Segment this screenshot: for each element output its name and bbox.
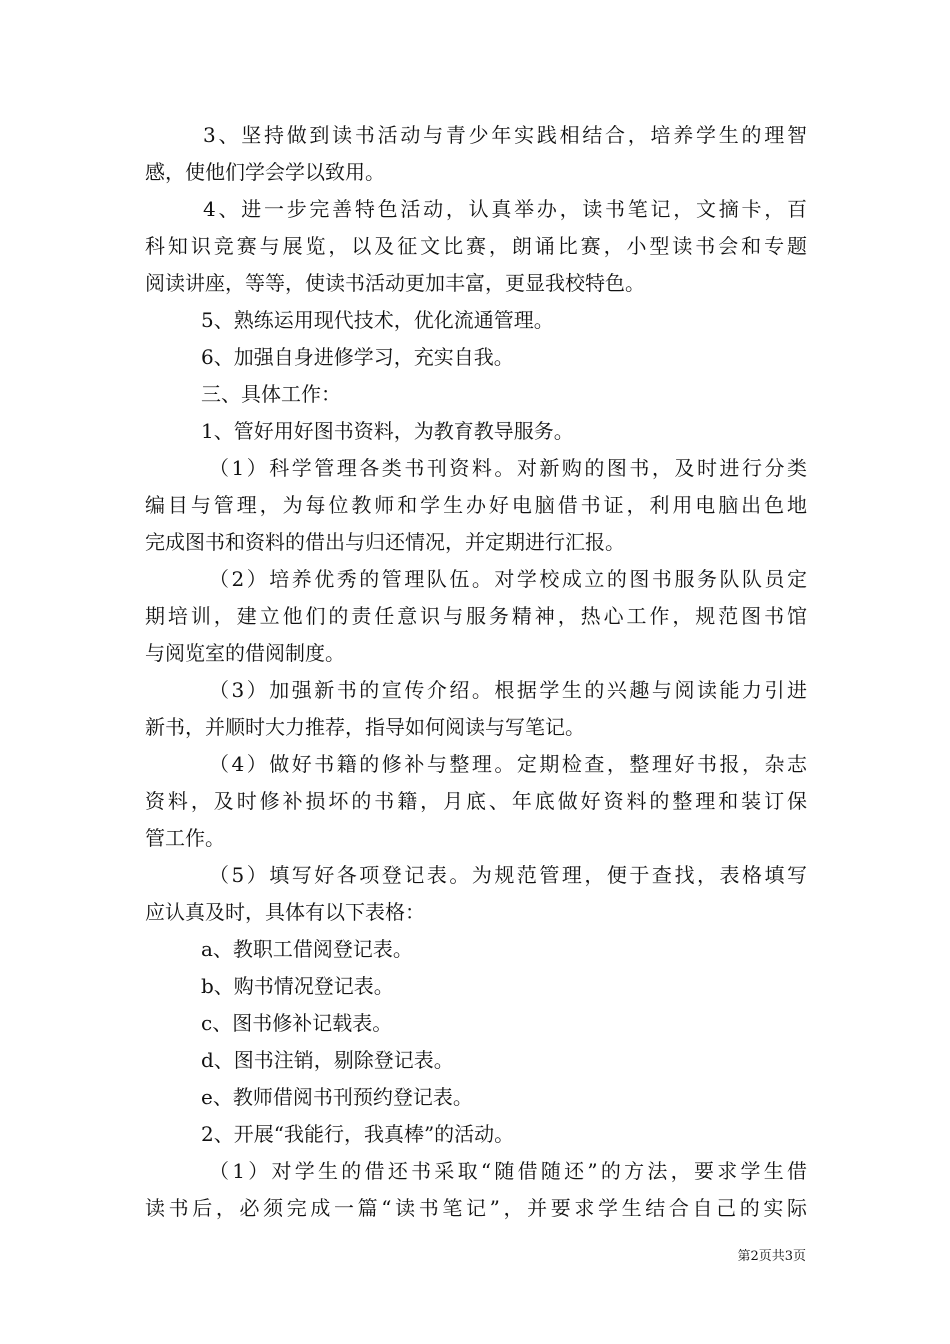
paragraph-line: 5、熟练运用现代技术，优化流通管理。 bbox=[201, 308, 554, 332]
paragraph-line: 完成图书和资料的借出与归还情况，并定期进行汇报。 bbox=[145, 530, 625, 554]
list-item: d、图书注销，剔除登记表。 bbox=[201, 1048, 454, 1072]
paragraph-line: 期培训，建立他们的责任意识与服务精神，热心工作，规范图书馆 bbox=[145, 604, 807, 628]
paragraph-line: （2）培养优秀的管理队伍。对学校成立的图书服务队队员定 bbox=[209, 567, 807, 591]
list-item: a、教职工借阅登记表。 bbox=[201, 937, 413, 961]
paragraph-line: 6、加强自身进修学习，充实自我。 bbox=[201, 345, 514, 369]
paragraph-line: 3、坚持做到读书活动与青少年实践相结合，培养学生的理智 bbox=[203, 123, 807, 147]
paragraph-line: 科知识竞赛与展览，以及征文比赛，朗诵比赛，小型读书会和专题 bbox=[145, 234, 807, 258]
section-heading: 三、具体工作： bbox=[201, 382, 341, 406]
paragraph-line: 资料，及时修补损坏的书籍，月底、年底做好资料的整理和装订保 bbox=[145, 789, 807, 813]
paragraph-line: 与阅览室的借阅制度。 bbox=[145, 641, 345, 665]
paragraph-line: 新书，并顺时大力推荐，指导如何阅读与写笔记。 bbox=[145, 715, 585, 739]
paragraph-line: 管工作。 bbox=[145, 826, 225, 850]
paragraph-line: 4、进一步完善特色活动，认真举办，读书笔记，文摘卡，百 bbox=[203, 197, 807, 221]
paragraph-line: 应认真及时，具体有以下表格： bbox=[145, 900, 425, 924]
paragraph-line: 感，使他们学会学以致用。 bbox=[145, 160, 385, 184]
body-text bbox=[145, 117, 807, 1227]
paragraph-line: 阅读讲座，等等，使读书活动更加丰富，更显我校特色。 bbox=[145, 271, 645, 295]
list-item: b、购书情况登记表。 bbox=[201, 974, 394, 998]
paragraph-line: （3）加强新书的宣传介绍。根据学生的兴趣与阅读能力引进 bbox=[209, 678, 807, 702]
paragraph-line: （5）填写好各项登记表。为规范管理，便于查找，表格填写 bbox=[209, 863, 807, 887]
paragraph-line: 1、管好用好图书资料，为教育教导服务。 bbox=[201, 419, 574, 443]
paragraph-line: 读书后，必须完成一篇“读书笔记”，并要求学生结合自己的实际 bbox=[145, 1196, 807, 1220]
paragraph-line: 编目与管理，为每位教师和学生办好电脑借书证，利用电脑出色地 bbox=[145, 493, 807, 517]
paragraph-line: （4）做好书籍的修补与整理。定期检查，整理好书报，杂志 bbox=[209, 752, 807, 776]
list-item: c、图书修补记载表。 bbox=[201, 1011, 393, 1035]
paragraph-line: 2、开展“我能行，我真棒”的活动。 bbox=[201, 1122, 515, 1146]
paragraph-line: （1）对学生的借还书采取“随借随还”的方法，要求学生借 bbox=[209, 1159, 807, 1183]
list-item: e、教师借阅书刊预约登记表。 bbox=[201, 1085, 473, 1109]
paragraph-line: （1）科学管理各类书刊资料。对新购的图书，及时进行分类 bbox=[209, 456, 807, 480]
page-number: 第2页共3页 bbox=[737, 1249, 806, 1264]
